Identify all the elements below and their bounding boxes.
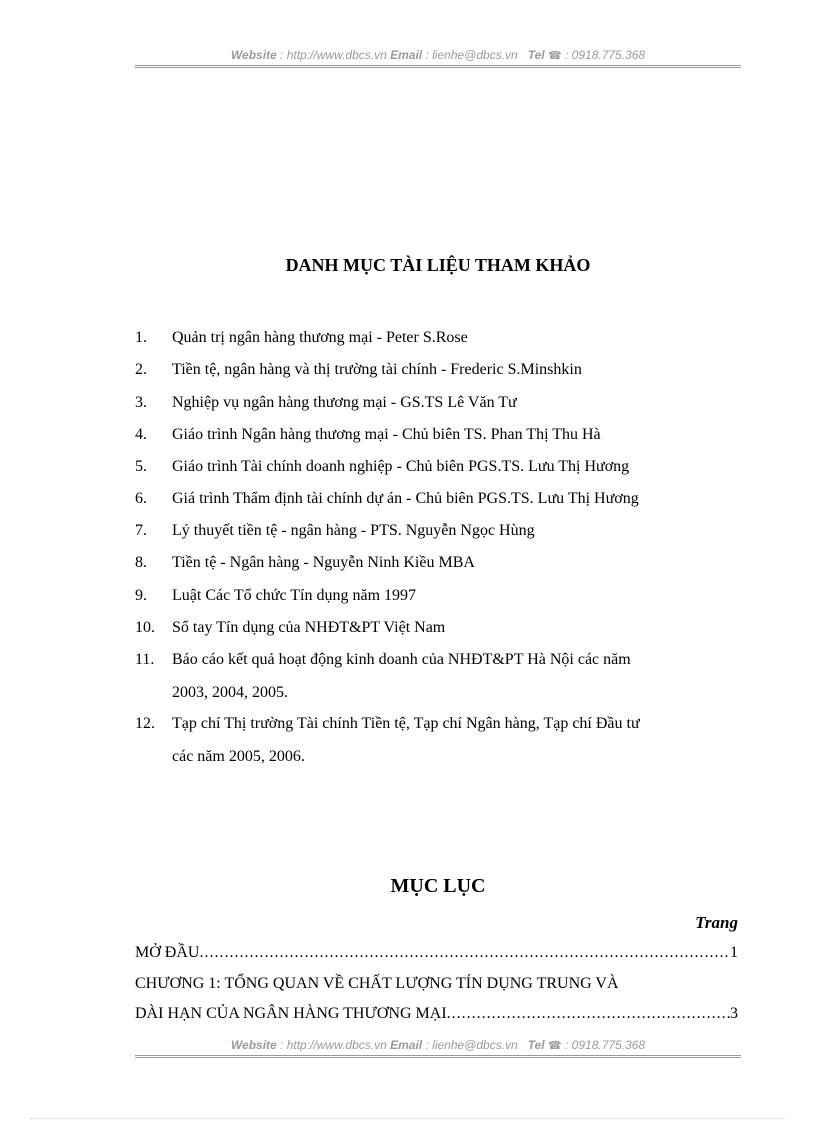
reference-text: Quản trị ngân hàng thương mại - Peter S.Rose — [172, 329, 468, 346]
page-header — [135, 48, 741, 62]
reference-text: Lý thuyết tiền tệ - ngân hàng - PTS. Nguyễn Ngọc Hùng — [172, 522, 535, 539]
footer-rule — [135, 1055, 741, 1058]
toc-entry-page: 1 — [730, 944, 738, 961]
reference-number: 7. — [135, 522, 147, 539]
toc-entry-text-continued: DÀI HẠN CỦA NGÂN HÀNG THƯƠNG MẠI — [135, 1005, 447, 1022]
toc-entry-text: MỞ ĐẦU — [135, 944, 200, 961]
reference-text: Báo cáo kết quả hoạt động kinh doanh của NHĐT&PT Hà Nội các năm — [172, 651, 631, 668]
header-website-value: : http://www.dbcs.vn — [280, 48, 387, 62]
reference-number: 3. — [135, 394, 147, 411]
toc-dot-leader — [447, 1005, 730, 1023]
reference-number: 12. — [135, 715, 155, 732]
reference-number: 6. — [135, 490, 147, 507]
header-tel-value: : 0918.775.368 — [565, 48, 646, 62]
toc-entry-continued[interactable] — [135, 1005, 738, 1023]
header-website-label: Website — [230, 48, 277, 62]
toc-entry[interactable] — [135, 975, 738, 993]
reference-item — [135, 707, 741, 773]
reference-text-continued: các năm 2005, 2006. — [172, 748, 305, 765]
reference-text: Sổ tay Tín dụng của NHĐT&PT Việt Nam — [172, 619, 446, 636]
header-rule — [135, 65, 741, 68]
reference-number: 10. — [135, 619, 155, 636]
reference-number: 1. — [135, 329, 147, 346]
reference-item — [135, 643, 741, 709]
reference-text: Giáo trình Tài chính doanh nghiệp - Chủ biên PGS.TS. Lưu Thị Hương — [172, 458, 630, 475]
page-footer — [135, 1038, 741, 1052]
reference-text: Tiền tệ, ngân hàng và thị trường tài chính - Frederic S.Minshkin — [172, 361, 582, 378]
reference-text: Tiền tệ - Ngân hàng - Nguyễn Ninh Kiều MBA — [172, 554, 475, 571]
header-email-value: : lienhe@dbcs.vn — [425, 48, 518, 62]
footer-email-value: : lienhe@dbcs.vn — [425, 1038, 518, 1052]
toc-entry[interactable] — [135, 944, 738, 962]
reference-text: Tạp chí Thị trường Tài chính Tiền tệ, Tạp chí Ngân hàng, Tạp chí Đầu tư — [172, 715, 640, 732]
toc-entry-page: 3 — [730, 1005, 738, 1022]
footer-website-value: : http://www.dbcs.vn — [280, 1038, 387, 1052]
reference-number: 5. — [135, 458, 147, 475]
reference-number: 9. — [135, 587, 147, 604]
reference-text: Nghiệp vụ ngân hàng thương mại - GS.TS Lê Văn Tư — [172, 394, 517, 411]
reference-text: Giá trình Thẩm định tài chính dự án - Chủ biên PGS.TS. Lưu Thị Hương — [172, 490, 639, 507]
toc-entry-text: CHƯƠNG 1: TỔNG QUAN VỀ CHẤT LƯỢNG TÍN DỤNG TRUNG VÀ — [135, 975, 619, 992]
header-email-label: Email — [390, 48, 423, 62]
phone-icon: ☎ — [547, 1040, 562, 1052]
reference-number: 4. — [135, 426, 147, 443]
reference-text: Luật Các Tổ chức Tín dụng năm 1997 — [172, 587, 417, 604]
reference-number: 2. — [135, 361, 147, 378]
footer-email-label: Email — [390, 1038, 423, 1052]
reference-number: 8. — [135, 554, 147, 571]
reference-text-continued: 2003, 2004, 2005. — [172, 684, 288, 701]
reference-text: Giáo trình Ngân hàng thương mại - Chủ biên TS. Phan Thị Thu Hà — [172, 426, 601, 443]
toc-dot-leader — [199, 944, 730, 962]
toc-page-label: Trang — [695, 913, 738, 932]
reference-number: 11. — [135, 651, 155, 668]
phone-icon: ☎ — [547, 50, 562, 62]
references-title: DANH MỤC TÀI LIỆU THAM KHẢO — [285, 255, 591, 275]
header-tel-label: Tel — [527, 48, 545, 62]
footer-website-label: Website — [230, 1038, 277, 1052]
footer-tel-label: Tel — [527, 1038, 545, 1052]
footer-tel-value: : 0918.775.368 — [565, 1038, 646, 1052]
toc-title: MỤC LỤC — [390, 875, 486, 897]
page-bottom-edge — [30, 1118, 786, 1119]
